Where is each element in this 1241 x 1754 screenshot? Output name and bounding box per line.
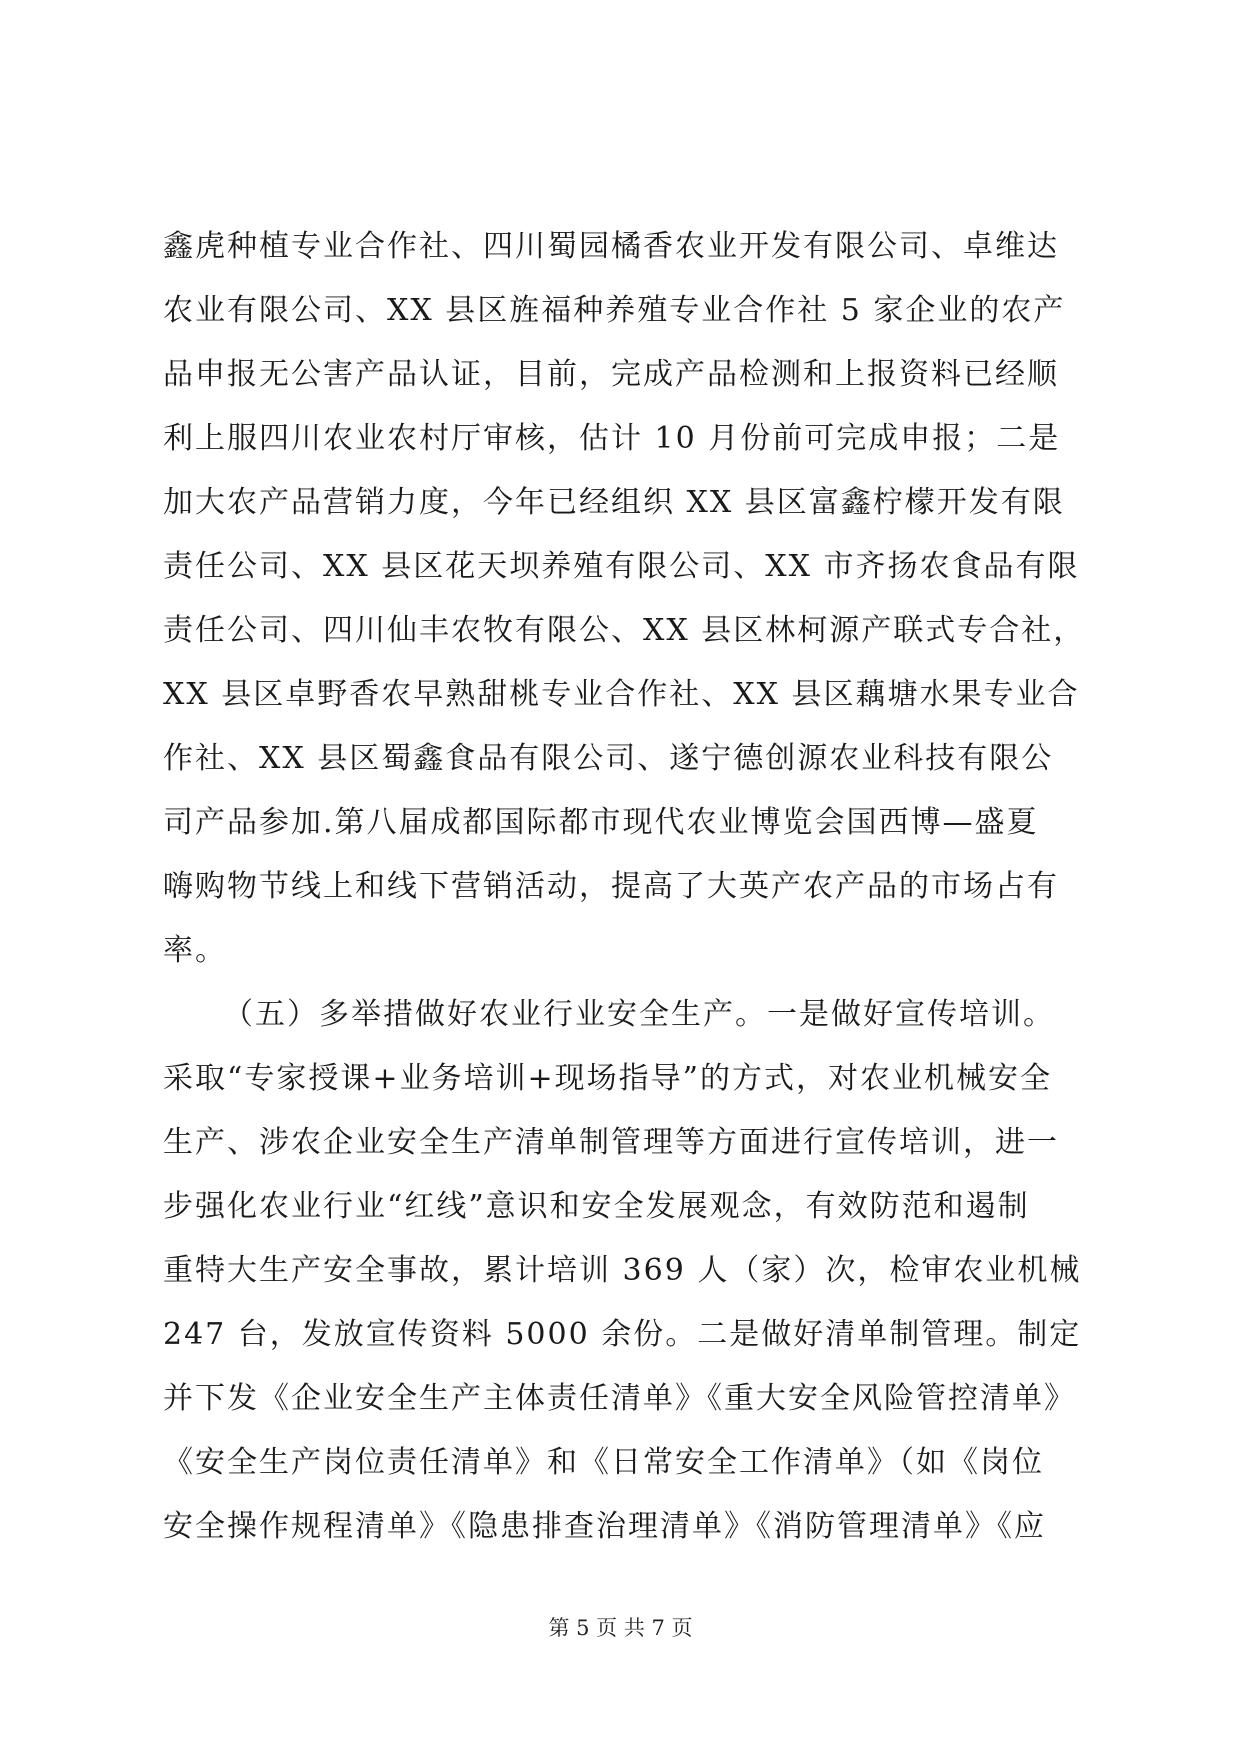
text-line: 247 台，发放宣传资料 5000 余份。二是做好清单制管理。制定: [163, 1317, 1082, 1352]
text-line: 利上服四川农业农村厅审核，估计 10 月份前可完成申报；二是: [163, 421, 1061, 456]
text-line: 加大农产品营销力度，今年已经组织 XX 县区富鑫柠檬开发有限: [163, 485, 1065, 520]
body-text: [163, 227, 1123, 1571]
text-line: 品申报无公害产品认证，目前，完成产品检测和上报资料已经顺: [163, 357, 1059, 392]
text-line: 率。: [163, 933, 227, 968]
text-line: 并下发《企业安全生产主体责任清单》《重大安全风险管控清单》: [163, 1381, 1076, 1416]
text-line: 采取“专家授课+业务培训+现场指导”的方式，对农业机械安全: [163, 1061, 1052, 1096]
text-line: 步强化农业行业“红线”意识和安全发展观念，有效防范和遏制: [163, 1189, 1030, 1224]
page-number: 第 5 页 共 7 页: [548, 1616, 693, 1640]
text-line: 嗨购物节线上和线下营销活动，提高了大英产农产品的市场占有: [163, 869, 1059, 904]
text-line: 生产、涉农企业安全生产清单制管理等方面进行宣传培训，进一: [163, 1125, 1059, 1160]
text-line: 《安全生产岗位责任清单》和《日常安全工作清单》（如《岗位: [163, 1445, 1044, 1480]
text-line: 司产品参加.第八届成都国际都市现代农业博览会国西博—盛夏: [163, 805, 1039, 840]
text-line: XX 县区卓野香农早熟甜桃专业合作社、XX 县区藕塘水果专业合: [163, 677, 1080, 712]
text-line: 农业有限公司、XX 县区旌福种养殖专业合作社 5 家企业的农产: [163, 293, 1066, 328]
text-line: 作社、XX 县区蜀鑫食品有限公司、遂宁德创源农业科技有限公: [163, 741, 1054, 776]
paragraph-heading-line: （五）多举措做好农业行业安全生产。一是做好宣传培训。: [223, 997, 1055, 1032]
text-line: 责任公司、四川仙丰农牧有限公、XX 县区林柯源产联式专合社，: [163, 613, 1086, 648]
text-line: 重特大生产安全事故，累计培训 369 人（家）次，检审农业机械: [163, 1253, 1082, 1288]
page-footer: [0, 1614, 1241, 1642]
text-line: 责任公司、XX 县区花天坝养殖有限公司、XX 市齐扬农食品有限: [163, 549, 1080, 584]
text-line: 安全操作规程清单》《隐患排查治理清单》《消防管理清单》《应: [163, 1509, 1046, 1544]
text-line: 鑫虎种植专业合作社、四川蜀园橘香农业开发有限公司、卓维达: [163, 229, 1059, 264]
